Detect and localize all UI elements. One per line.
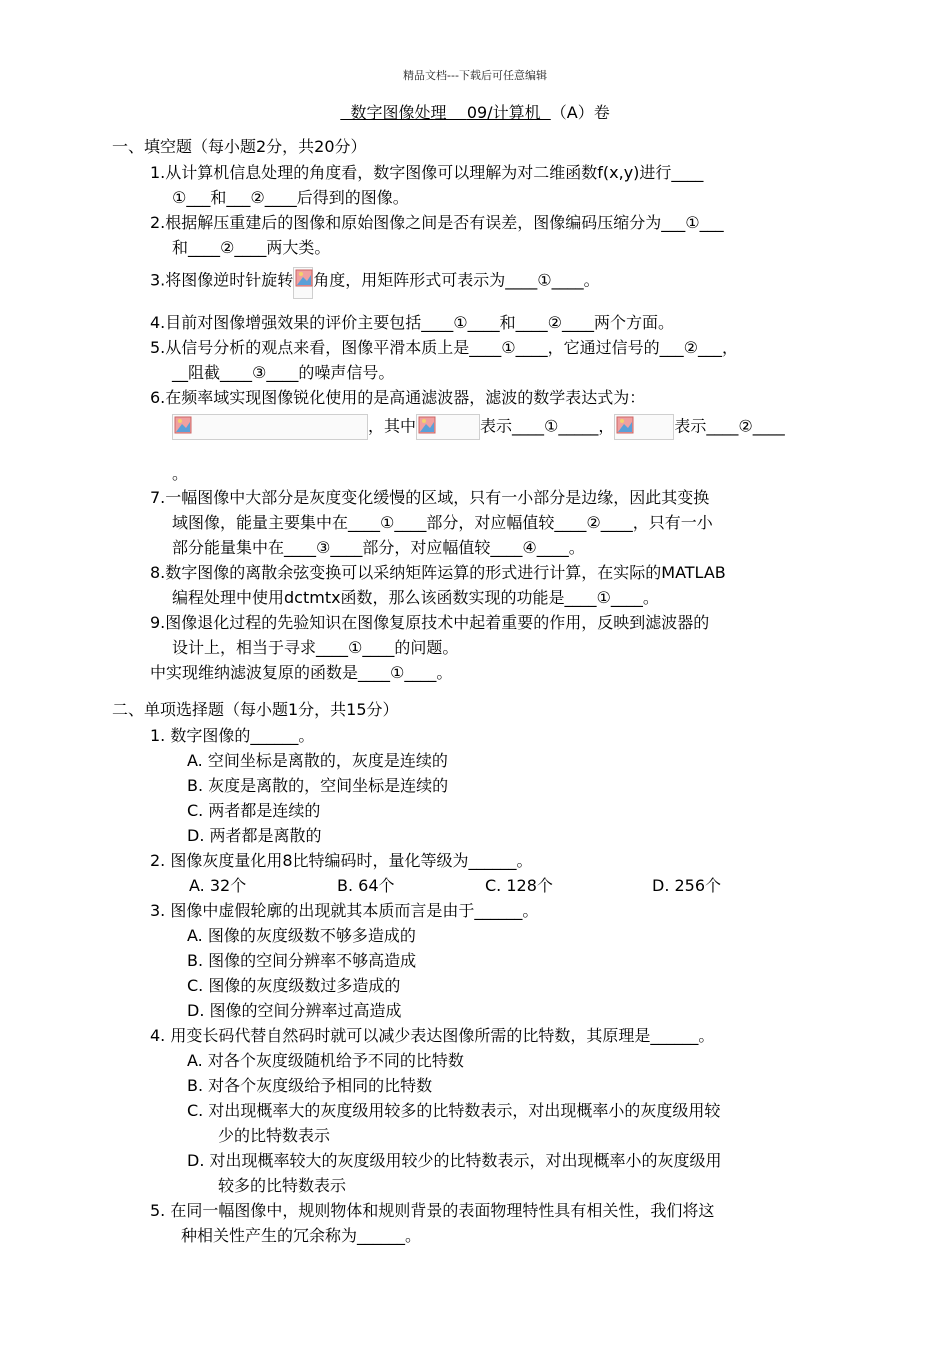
s1-q3-post: 角度，用矩阵形式可表示为____①____。	[313, 270, 600, 290]
title-paper: （A）卷	[550, 103, 610, 122]
s1-q6-mid1: ，其中	[368, 416, 417, 436]
s2-q1-stem: 1. 数字图像的______。	[150, 726, 315, 745]
s1-q3-pre: 3.将图像逆时针旋转	[150, 270, 294, 290]
broken-image-icon	[293, 267, 313, 299]
s2-q4-option-d-line1: D. 对出现概率较大的灰度级用较少的比特数表示，对出现概率小的灰度级用	[187, 1151, 722, 1170]
section2-heading: 二、单项选择题（每小题1分，共15分）	[112, 700, 399, 719]
s2-q5-stem-line2: 种相关性产生的冗余称为______。	[181, 1226, 422, 1245]
s2-q1-option-b: B. 灰度是离散的，空间坐标是连续的	[187, 776, 449, 795]
broken-image-icon	[416, 414, 480, 440]
s1-q8-line1: 8.数字图像的离散余弦变换可以采纳矩阵运算的形式进行计算，在实际的MATLAB	[150, 563, 726, 582]
s1-q5-line1: 5.从信号分析的观点来看，图像平滑本质上是____①____，它通过信号的___②___，	[150, 338, 738, 357]
s1-q7-line3: 部分能量集中在____③____部分，对应幅值较____④____。	[172, 538, 585, 557]
s2-q2-option-c: C. 128个	[485, 876, 553, 895]
s2-q2-option-d: D. 256个	[652, 876, 722, 895]
s1-q6-mid2: 表示____①_____，	[480, 416, 615, 436]
s1-q3-line	[150, 263, 600, 299]
s1-q7-line2: 域图像，能量主要集中在____①____部分，对应幅值较____②____，只有一小	[172, 513, 713, 532]
s2-q4-stem: 4. 用变长码代替自然码时就可以减少表达图像所需的比特数，其原理是______。	[150, 1026, 715, 1045]
s2-q1-option-a: A. 空间坐标是离散的，灰度是连续的	[187, 751, 448, 770]
s1-q6-line1: 6.在频率域实现图像锐化使用的是高通滤波器，滤波的数学表达式为：	[150, 388, 646, 407]
s2-q2-option-a: A. 32个	[189, 876, 247, 895]
s1-q2-line1: 2.根据解压重建后的图像和原始图像之间是否有误差，图像编码压缩分为___①___	[150, 213, 724, 232]
section1-heading: 一、填空题（每小题2分，共20分）	[112, 137, 367, 156]
s2-q3-option-b: B. 图像的空间分辨率不够高造成	[187, 951, 417, 970]
s2-q3-option-c: C. 图像的灰度级数过多造成的	[187, 976, 401, 995]
s2-q3-option-a: A. 图像的灰度级数不够多造成的	[187, 926, 416, 945]
title-class: 09/计算机	[466, 103, 551, 122]
s2-q2-option-b: B. 64个	[337, 876, 395, 895]
broken-image-icon	[614, 414, 674, 440]
s1-q9-line1: 9.图像退化过程的先验知识在图像复原技术中起着重要的作用，反映到滤波器的	[150, 613, 710, 632]
s1-q5-line2: __阻截____③____的噪声信号。	[172, 363, 395, 382]
title-subject: 数字图像处理	[340, 103, 467, 122]
s1-q9-line2: 设计上，相当于寻求____①____的问题。	[172, 638, 459, 657]
s1-q4-line: 4.目前对图像增强效果的评价主要包括____①____和____②____两个方面。	[150, 313, 674, 332]
s1-q1-line1: 1.从计算机信息处理的角度看，数字图像可以理解为对二维函数f(x,y)进行____	[150, 163, 704, 182]
s2-q5-stem-line1: 5. 在同一幅图像中，规则物体和规则背景的表面物理特性具有相关性，我们将这	[150, 1201, 715, 1220]
s2-q4-option-d-line2: 较多的比特数表示	[218, 1176, 347, 1195]
s2-q1-option-d: D. 两者都是离散的	[187, 826, 322, 845]
s1-q7-line1: 7.一幅图像中大部分是灰度变化缓慢的区域，只有一小部分是边缘，因此其变换	[150, 488, 710, 507]
s2-q4-option-a: A. 对各个灰度级随机给予不同的比特数	[187, 1051, 464, 1070]
s1-q1-line2: ①___和___②____后得到的图像。	[172, 188, 409, 207]
s2-q2-stem: 2. 图像灰度量化用8比特编码时，量化等级为______。	[150, 851, 533, 870]
page-header: 精品文档---下载后可任意编辑	[403, 69, 547, 82]
s1-q6-line2	[172, 414, 785, 440]
s1-q6-end: 。	[172, 464, 189, 483]
s2-q4-option-b: B. 对各个灰度级给予相同的比特数	[187, 1076, 433, 1095]
s1-q6-mid3: 表示____②____	[674, 416, 785, 436]
s1-q2-line2: 和____②____两大类。	[172, 238, 331, 257]
s2-q3-option-d: D. 图像的空间分辨率过高造成	[187, 1001, 402, 1020]
broken-image-icon	[172, 414, 368, 440]
s2-q4-option-c-line1: C. 对出现概率大的灰度级用较多的比特数表示，对出现概率小的灰度级用较	[187, 1101, 721, 1120]
s2-q1-option-c: C. 两者都是连续的	[187, 801, 321, 820]
s1-q10-line: 中实现维纳滤波复原的函数是____①____。	[150, 663, 453, 682]
s1-q8-line2: 编程处理中使用dctmtx函数，那么该函数实现的功能是____①____。	[172, 588, 659, 607]
s2-q3-stem: 3. 图像中虚假轮廓的出现就其本质而言是由于______。	[150, 901, 539, 920]
exam-title	[0, 100, 950, 123]
s2-q4-option-c-line2: 少的比特数表示	[218, 1126, 331, 1145]
